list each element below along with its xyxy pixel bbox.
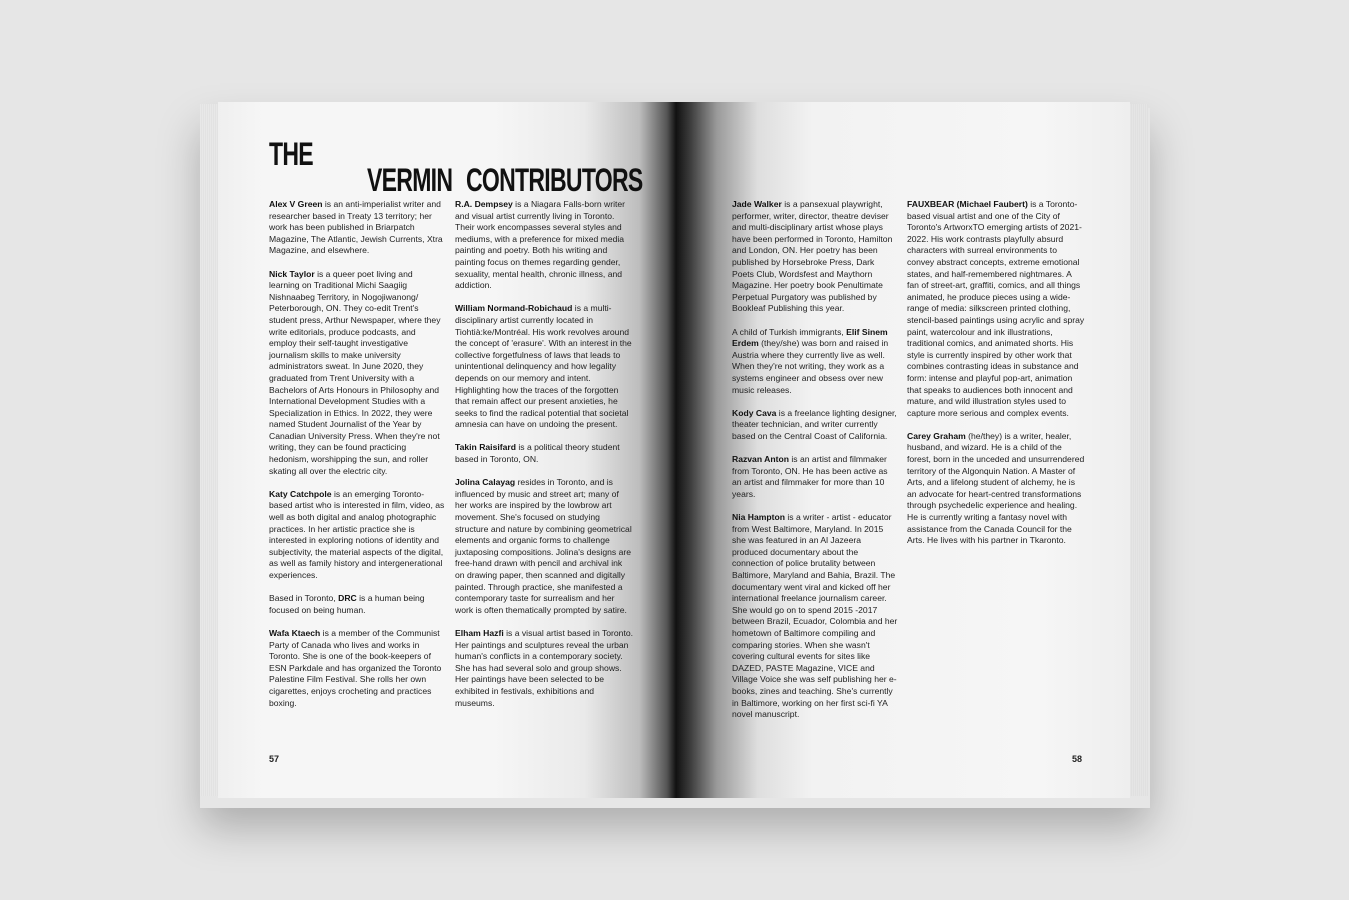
contributor-bio [455,199,633,292]
contributor-name: Kody Cava [732,407,777,418]
contributor-name: Alex V Green [269,199,323,209]
left-page [218,102,676,798]
bio-text: is a human being focused on being human. [269,593,425,615]
contributor-bio [732,327,898,397]
contributor-name: Carey Graham [907,430,966,441]
left-column-1 [269,199,445,721]
bio-text: is a political theory student based in Toronto, ON. [455,442,620,465]
bio-text: is a visual artist based in Toronto. Her paintings and sculptures reveal the urban human's conflicts in a contemporary society. She has had several solo and group shows. Her paintings have been selected to be exhibited in festivals, exhibitions and museums. [455,627,634,708]
contributor-bio [732,408,898,443]
bio-text: (he/they) is a writer, healer, husband, and wizard. He is a child of the forest, born in the unceded and unsurrendered territory of the Algonquin Nation. A Master of Arts, and a lifelong student of alchemy, he is an advocate for heart-centred transformations through psychedelic experience and healing. He is currently writing a fantasy novel with assistance from the Canada Council for the Arts. He lives with his partner in Tkaronto. [907,430,1085,546]
contributor-name: Nick Taylor [269,268,315,279]
right-column-1 [732,199,898,732]
contributor-bio [455,477,633,616]
bio-text: is a Niagara Falls-born writer and visual artist currently living in Toronto. Their work encompasses several styles and mediums, with a preference for mixed media painting and poetry. Both his writing and painting focus on themes regarding gender, sexuality, mental health, chronic illness, and addiction. [455,199,626,291]
contributor-bio [732,512,898,721]
bio-text: is a writer - artist - educator from West Baltimore, Maryland. In 2015 she was featured in an Al Jazeera produced documentary about the connection of police brutality between Baltimore, Maryland and Bahia, Brazil. The documentary went viral and kicked off her international freelance journalism career. She would go on to spend 2015 -2017 between Brazil, Ecuador, Colombia and her hometown of Baltimore compiling and comparing stories. When she wasn't covering cultural events for sites like DAZED, PASTE Magazine, VICE and Village Voice she was self publishing her e-books, zines and teaching. She's currently in Baltimore, working on her first sci-fi YA novel manuscript. [732,512,898,720]
contributor-bio [732,454,898,500]
bio-prefix: A child of Turkish immigrants, [732,326,847,337]
bio-prefix: Based in Toronto, [269,593,339,604]
title-the: THE [269,136,313,172]
page-number-right: 58 [1072,754,1083,764]
page-stack-right [1130,104,1148,796]
open-magazine [200,102,1148,798]
contributor-name: Katy Catchpole [269,488,332,499]
right-column-2 [907,199,1085,558]
bio-text: is a Toronto-based visual artist and one of the City of Toronto's ArtworxTO emerging artists of 2021-2022. His work contrasts playfully absurd characters with surreal environments to convey abstract concepts, extreme emotional states, and half-remembered nightmares. A fan of street-art, graffiti, comics, and all things animated, he produce pieces using a wide-range of media: silkscreen printed clothing, stencil-based paintings using acrylic and spray paint, watercolour and ink illustrations, traditional comics, and animated shorts. His style is currently inspired by other work that combines contrasting ideas in substance and form: intense and playful pop-art, animation that speaks to audiences both innocent and mature, and wild illustration styles used to capture more serious and complex events. [907,199,1085,418]
title-vermin: VERMIN [367,162,453,198]
contributor-name: DRC [338,593,357,604]
contributor-bio [269,489,445,582]
contributor-name: Jolina Calayag [455,477,516,488]
bio-text: is a freelance lighting designer, theater technician, and writer currently based on the Central Coast of California. [732,407,897,441]
contributor-name: Razvan Anton [732,454,789,465]
bio-text: is an artist and filmmaker from Toronto, ON. He has been active as an artist and filmmaker for more than 10 years. [732,454,888,499]
contributor-name: William Normand-Robichaud [455,303,573,314]
left-column-2 [455,199,633,721]
bio-text: is a member of the Communist Party of Canada who lives and works in Toronto. She is one of the book-keepers of ESN Parkdale and has organized the Toronto Palestine Film Festival. She rolls her own cigarettes, enjoys crocheting and practices boxing. [269,627,442,708]
contributor-name: Wafa Ktaech [269,627,321,638]
title-contributors: CONTRIBUTORS [466,162,643,198]
contributor-bio [269,269,445,478]
page-number-left: 57 [269,754,280,764]
contributor-name: R.A. Dempsey [455,199,513,209]
bio-text: resides in Toronto, and is influenced by music and street art; many of her works are inspired by the lowbrow art movement. She's focused on studying structure and nature by combining geometrical elements and organic forms to challenge juxtaposing compositions. Jolina's designs are free-hand drawn with pencil and archival ink on drawing paper, then scanned and digitally painted. Through practice, she manifested a contemporary taste for surrealism and her work is often thematically prompted by satire. [455,477,632,615]
bio-text: (they/she) was born and raised in Austria where they currently live as well. When they're not writing, they work as a systems engineer and obsess over new music releases. [732,338,889,395]
bio-text: is a pansexual playwright, performer, writer, director, theatre deviser and multi-disciplinary artist whose plays have been performed in Toronto, Hamilton and London, ON. Her poetry has been published by Horsebroke Press, Dark Poets Club, Wordsfest and Maythorn Magazine. Her poetry book Penultimate Perpetual Purgatory was published by Bookleaf Publishing this year. [732,199,893,314]
bio-text: is an emerging Toronto-based artist who is interested in film, video, as well as both digital and analog photographic practices. In her artistic practice she is interested in exploring notions of identity and subjectivity, the material aspects of the digital, as well as family history and intergenerational experiences. [269,488,445,580]
contributor-bio [907,199,1085,419]
contributor-bio [732,199,898,315]
right-page [676,102,1130,798]
contributor-bio [269,199,445,257]
contributor-name: Jade Walker [732,199,782,209]
contributor-name: FAUXBEAR (Michael Faubert) [907,199,1028,209]
contributor-name: Elif Sinem Erdem [732,326,888,349]
contributor-bio [455,628,633,709]
contributor-name: Nia Hampton [732,512,785,523]
bio-text: is a queer poet living and learning on Traditional Michi Saagiig Nishnaabeg Territory, in Nogojiwanong/ Peterborough, ON. They co-edit Trent's student press, Arthur Newspaper, where they write editorials, produce podcasts, and employ their self-taught investigative journalism skills to make university administrators sweat. In June 2020, they graduated from Trent University with a Bachelors of Arts Honours in Philosophy and International Development Studies with a Specialization in Ethics. In 2022, they were named Student Journalist of the Year by Canadian University Press. When they're not writing, they can be found practicing hedonism, worshipping the sun, and roller skating all over the electric city. [269,268,441,476]
contributor-name: Takin Raisifard [455,442,516,453]
contributor-bio [455,303,633,431]
contributor-bio [269,628,445,709]
bio-text: is a multi-disciplinary artist currently located in Tiohtià:ke/Montréal. His work revolves around the concept of 'erasure'. With an interest in the collective forgetfulness of laws that leads to unintentional delinquency and how legality depends on our memory and intent. Highlighting how the traces of the forgotten that remain affect our present anxieties, he seeks to find the radical potential that societal amnesia can have on undoing the present. [455,303,632,430]
contributor-name: Elham Hazfi [455,627,504,638]
bio-text: is an anti-imperialist writer and researcher based in Treaty 13 territory; her work has been published in Briarpatch Magazine, The Atlantic, Jewish Currents, Xtra Magazine, and elsewhere. [269,199,443,256]
contributor-bio [455,442,633,465]
contributor-bio [907,431,1085,547]
contributor-bio [269,593,445,616]
